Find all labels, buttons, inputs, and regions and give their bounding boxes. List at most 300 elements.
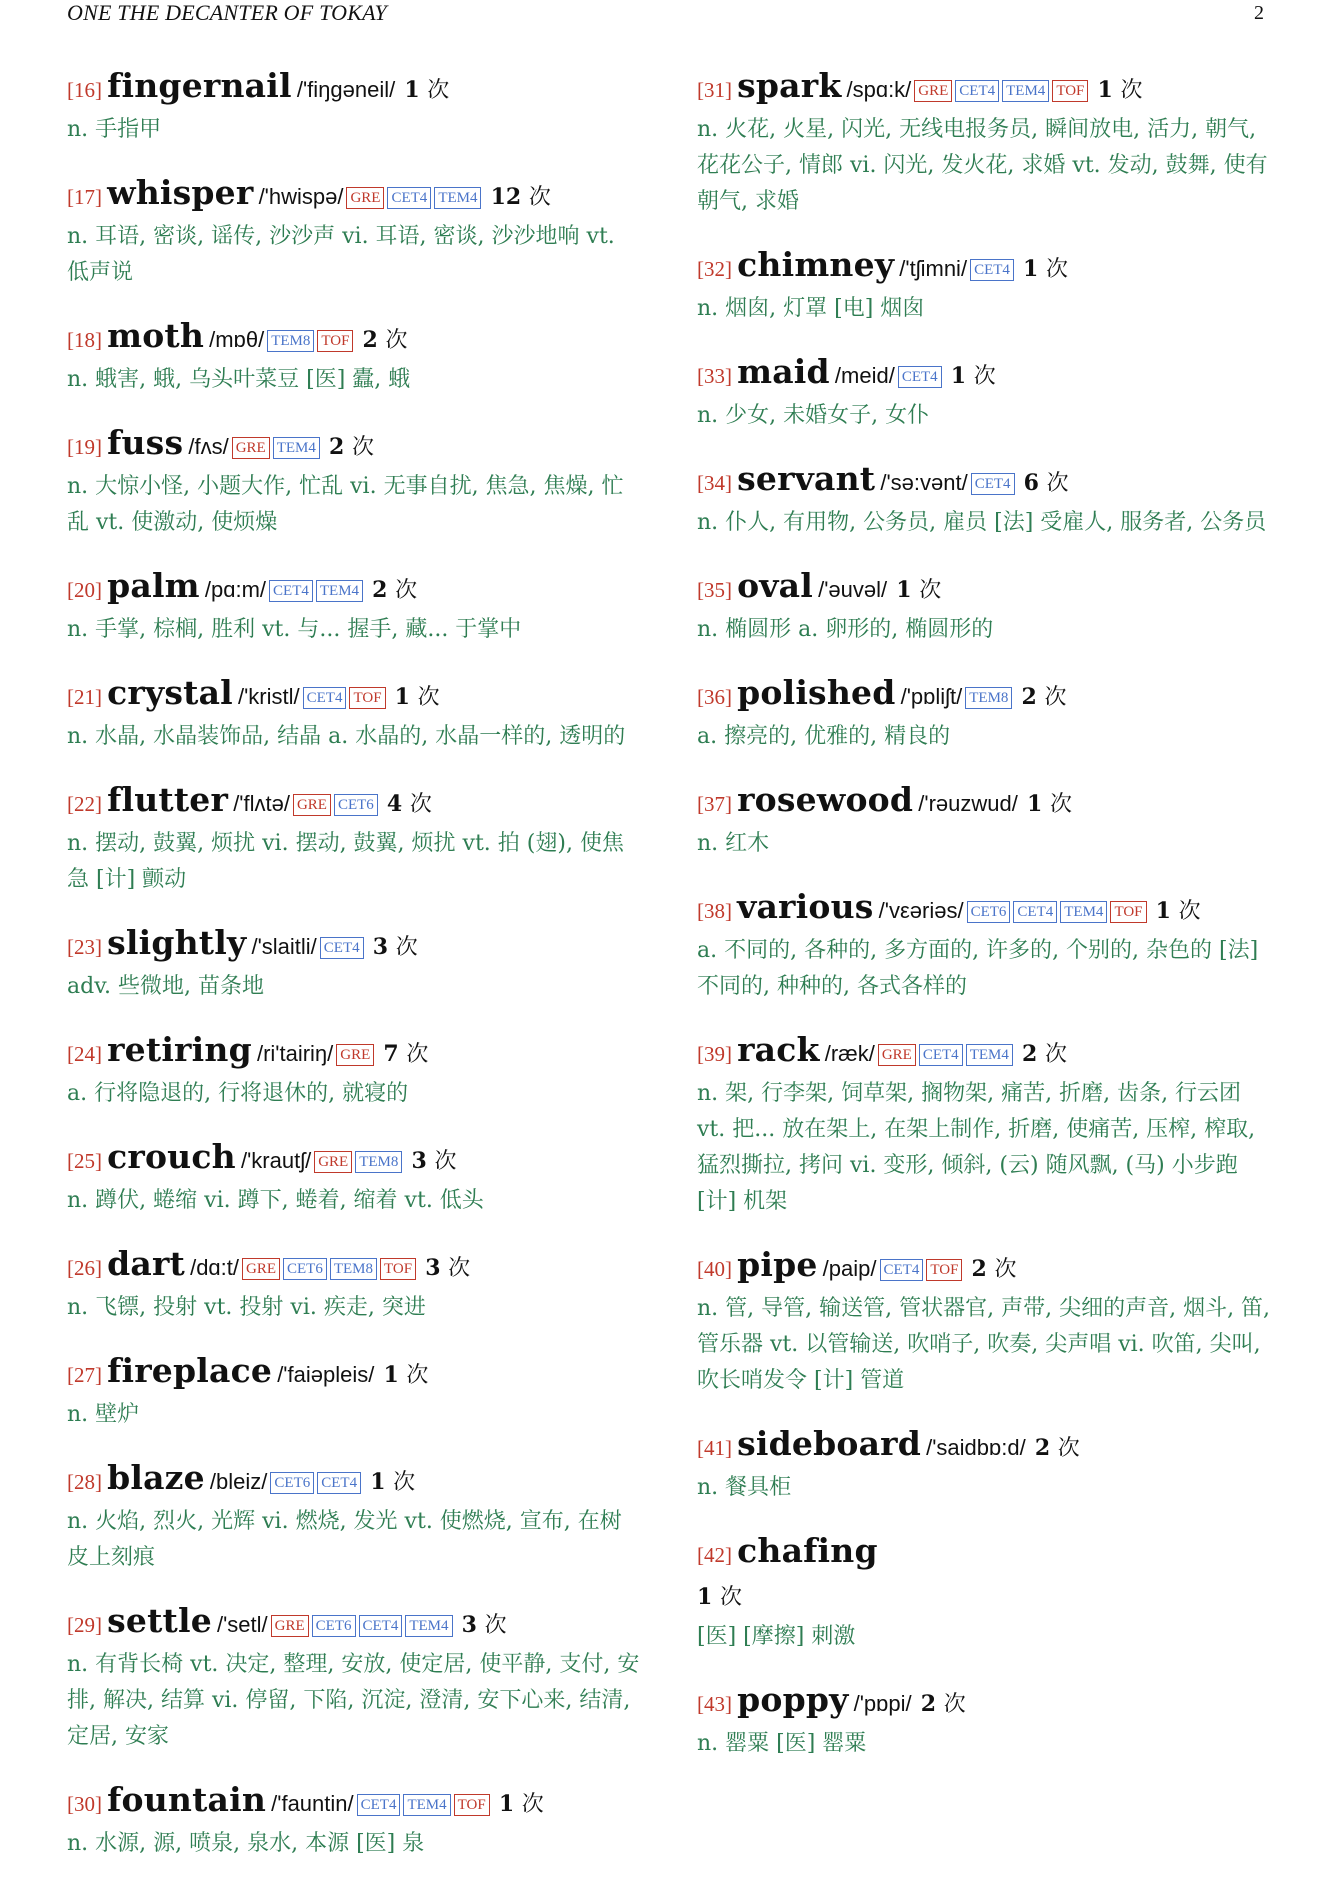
- phonetic: /ræk/: [824, 1041, 875, 1066]
- entry-headline: [67, 316, 641, 362]
- count-number: 3: [411, 1148, 427, 1174]
- headword: retiring: [107, 1030, 252, 1069]
- count-unit: 次: [994, 1257, 1017, 1282]
- count-number: 1: [370, 1469, 386, 1495]
- exam-tag: CET4: [919, 1044, 963, 1066]
- vocab-entry: [697, 1245, 1271, 1399]
- phonetic: /'flʌtə/: [233, 791, 290, 816]
- definition: n. 少女, 未婚女子, 女仆: [697, 403, 930, 428]
- headword: crouch: [107, 1137, 236, 1176]
- entry-index: [40]: [697, 1257, 732, 1281]
- entry-index: [17]: [67, 185, 102, 209]
- entry-index: [33]: [697, 364, 732, 388]
- phonetic: /dɑ:t/: [190, 1255, 239, 1280]
- entry-index: [20]: [67, 578, 102, 602]
- phonetic: /pɑ:m/: [204, 577, 267, 602]
- exam-tag: TOF: [926, 1259, 962, 1281]
- entry-index: [31]: [697, 78, 732, 102]
- definition: n. 大惊小怪, 小题大作, 忙乱 vi. 无事自扰, 焦急, 焦燥, 忙乱 vt. 使激动, 使烦燥: [67, 474, 624, 535]
- occurrence-count: [1035, 1435, 1080, 1461]
- vocab-entry: [697, 887, 1271, 1005]
- count-number: 1: [896, 577, 912, 603]
- entry-headline: [697, 887, 1271, 933]
- entry-index: [25]: [67, 1149, 102, 1173]
- vocab-entry: [67, 673, 641, 755]
- entry-index: [23]: [67, 935, 102, 959]
- vocab-entry: [67, 1244, 641, 1326]
- exam-tag: CET4: [303, 687, 347, 709]
- headword: fuss: [107, 423, 184, 462]
- occurrence-count: [329, 434, 374, 460]
- exam-tag: CET4: [269, 580, 313, 602]
- count-number: 1: [404, 77, 420, 103]
- exam-tag: TOF: [380, 1258, 416, 1280]
- exam-tag: CET6: [967, 901, 1011, 923]
- occurrence-count: [387, 791, 432, 817]
- count-number: 2: [362, 327, 378, 353]
- phonetic: /'saidbɒ:d/: [926, 1435, 1026, 1460]
- entry-headline: [697, 1531, 1271, 1577]
- exam-tag: GRE: [232, 437, 270, 459]
- headword: rosewood: [737, 780, 914, 819]
- entry-index: [41]: [697, 1436, 732, 1460]
- exam-tag: TEM4: [1060, 901, 1107, 923]
- vocab-entry: [697, 1030, 1271, 1220]
- occurrence-count: [1022, 684, 1067, 710]
- vocab-entry: [67, 1780, 641, 1862]
- count-unit: 次: [973, 364, 996, 389]
- definition: a. 行将隐退的, 行将退休的, 就寝的: [67, 1081, 409, 1106]
- count-number: 1: [1155, 898, 1171, 924]
- definition: n. 蛾害, 蛾, 乌头叶菜豆 [医] 蠹, 蛾: [67, 367, 411, 392]
- count-number: 2: [1021, 684, 1037, 710]
- occurrence-count: [951, 363, 996, 389]
- entry-headline: [67, 1458, 641, 1504]
- count-number: 1: [383, 1362, 399, 1388]
- exam-tag: CET4: [1013, 901, 1057, 923]
- count-number: 1: [950, 363, 967, 389]
- entry-index: [19]: [67, 435, 102, 459]
- phonetic: /'sə:vənt/: [880, 470, 968, 495]
- exam-tag: TEM4: [316, 580, 363, 602]
- definition: n. 水源, 源, 喷泉, 泉水, 本源 [医] 泉: [67, 1831, 425, 1856]
- exam-tag: TEM4: [273, 437, 320, 459]
- occurrence-count: [491, 184, 551, 210]
- vocab-entry: [67, 1351, 641, 1433]
- definition: n. 罂粟 [医] 罂粟: [697, 1731, 867, 1756]
- entry-index: [32]: [697, 257, 732, 281]
- exam-tag: TEM8: [330, 1258, 377, 1280]
- entry-headline: [697, 673, 1271, 719]
- occurrence-count: [370, 1469, 415, 1495]
- exam-tag: CET4: [387, 187, 431, 209]
- count-unit: 次: [393, 1470, 416, 1495]
- exam-tag: TEM8: [267, 330, 314, 352]
- phonetic: /ri'tairiŋ/: [256, 1041, 334, 1066]
- count-unit: 次: [719, 1585, 742, 1610]
- phonetic: /fʌs/: [188, 434, 229, 459]
- entry-headline: [697, 245, 1271, 291]
- count-unit: 次: [528, 185, 551, 210]
- vocab-entry: [697, 1680, 1271, 1762]
- occurrence-count: [896, 577, 941, 603]
- entry-headline: [697, 1030, 1271, 1076]
- occurrence-count: [1023, 256, 1068, 282]
- vocab-entry: [697, 245, 1271, 327]
- count-unit: 次: [406, 1042, 429, 1067]
- phonetic: /'fauntin/: [271, 1791, 354, 1816]
- count-number: 7: [383, 1041, 399, 1067]
- exam-tag: TEM8: [965, 687, 1012, 709]
- vocab-entry: [67, 923, 641, 1005]
- occurrence-count: [383, 1362, 428, 1388]
- phonetic: /bleiz/: [209, 1469, 268, 1494]
- exam-tag: GRE: [914, 80, 952, 102]
- definition: n. 架, 行李架, 饲草架, 搁物架, 痛苦, 折磨, 齿条, 行云团 vt. 把... 放在架上, 在架上制作, 折磨, 使痛苦, 压榨, 榨取, 猛烈撕拉, 拷问 vi. 变形, 倾斜, (云) 随风飘, (马) 小步跑 [计] 机架: [697, 1081, 1256, 1214]
- vocab-entry: [67, 66, 641, 148]
- entry-index: [36]: [697, 685, 732, 709]
- entry-index: [37]: [697, 792, 732, 816]
- entry-index: [26]: [67, 1256, 102, 1280]
- count-unit: 次: [448, 1256, 471, 1281]
- definition: n. 仆人, 有用物, 公务员, 雇员 [法] 受雇人, 服务者, 公务员: [697, 510, 1267, 535]
- vocab-entry: [697, 1424, 1271, 1506]
- vocab-entry: [697, 352, 1271, 434]
- count-number: 2: [920, 1691, 937, 1717]
- headword: blaze: [107, 1458, 205, 1497]
- definition: n. 有背长椅 vt. 决定, 整理, 安放, 使定居, 使平静, 支付, 安排, 解决, 结算 vi. 停留, 下陷, 沉淀, 澄清, 安下心来, 结清, 定居, 安家: [67, 1652, 640, 1749]
- headword: fireplace: [107, 1351, 273, 1390]
- definition: n. 红木: [697, 831, 770, 856]
- exam-tag: TEM4: [403, 1794, 450, 1816]
- occurrence-count: [363, 327, 408, 353]
- entry-headline: [697, 566, 1271, 612]
- count-unit: 次: [395, 578, 418, 603]
- exam-tag: GRE: [293, 794, 331, 816]
- exam-tag: CET4: [898, 366, 942, 388]
- exam-tag: CET6: [334, 794, 378, 816]
- occurrence-count: [697, 1584, 742, 1610]
- count-number: 1: [1023, 256, 1039, 282]
- count-number: 3: [372, 934, 389, 960]
- headword: moth: [107, 316, 205, 355]
- count-unit: 次: [1120, 78, 1143, 103]
- count-number: 1: [1026, 791, 1043, 817]
- entry-headline: [67, 1030, 641, 1076]
- entry-index: [42]: [697, 1543, 732, 1567]
- exam-tag: TOF: [1052, 80, 1088, 102]
- count-unit: 次: [1045, 257, 1068, 282]
- occurrence-count: [972, 1256, 1017, 1282]
- phonetic: /'krautʃ/: [240, 1148, 312, 1173]
- count-number: 1: [498, 1791, 515, 1817]
- phonetic: /'faiəpleis/: [277, 1362, 375, 1387]
- vocab-entry: [697, 673, 1271, 755]
- exam-tag: GRE: [242, 1258, 280, 1280]
- definition: adv. 些微地, 苗条地: [67, 974, 264, 999]
- count-number: 2: [1034, 1435, 1051, 1461]
- definition: n. 火焰, 烈火, 光辉 vi. 燃烧, 发光 vt. 使燃烧, 宣布, 在树皮上刻痕: [67, 1509, 622, 1570]
- occurrence-count: [383, 1041, 428, 1067]
- count-number: 1: [697, 1584, 713, 1610]
- count-unit: 次: [1057, 1436, 1080, 1461]
- entry-headline: [67, 1601, 641, 1647]
- headword: whisper: [107, 173, 254, 212]
- vocab-entry: [67, 173, 641, 291]
- definition: n. 壁炉: [67, 1402, 140, 1427]
- count-number: 2: [1021, 1041, 1038, 1067]
- count-unit: 次: [351, 435, 374, 460]
- phonetic: /'pɒliʃt/: [900, 684, 963, 709]
- exam-tag: GRE: [878, 1044, 916, 1066]
- count-number: 2: [372, 577, 388, 603]
- headword: maid: [737, 352, 830, 391]
- entry-headline: [67, 66, 641, 112]
- count-number: 1: [1097, 77, 1113, 103]
- left-column: [67, 66, 641, 1887]
- vocab-entry: [67, 1030, 641, 1112]
- count-unit: 次: [1046, 471, 1069, 496]
- vocab-entry: [697, 780, 1271, 862]
- vocab-entry: [697, 566, 1271, 648]
- definition: a. 擦亮的, 优雅的, 精良的: [697, 724, 951, 749]
- occurrence-count: [921, 1691, 966, 1717]
- headword: settle: [107, 1601, 212, 1640]
- exam-tag: CET4: [970, 259, 1014, 281]
- count-number: 2: [328, 434, 345, 460]
- exam-tag: TEM4: [434, 187, 481, 209]
- phonetic: /'tʃimni/: [899, 256, 968, 281]
- exam-tag: CET4: [971, 473, 1015, 495]
- count-unit: 次: [1178, 899, 1201, 924]
- headword: rack: [737, 1030, 820, 1069]
- headword: fountain: [107, 1780, 267, 1819]
- definition: n. 飞镖, 投射 vt. 投射 vi. 疾走, 突进: [67, 1295, 426, 1320]
- headword: servant: [737, 459, 876, 498]
- count-unit: 次: [484, 1613, 507, 1638]
- entry-index: [39]: [697, 1042, 732, 1066]
- count-line: [697, 1577, 1271, 1619]
- phonetic: /'pɒpi/: [853, 1691, 912, 1716]
- entry-index: [27]: [67, 1363, 102, 1387]
- exam-tag: TOF: [317, 330, 353, 352]
- headword: chimney: [737, 245, 895, 284]
- exam-tag: CET6: [312, 1615, 356, 1637]
- count-unit: 次: [1044, 1042, 1067, 1067]
- phonetic: /'kristl/: [237, 684, 300, 709]
- headword: dart: [107, 1244, 185, 1283]
- exam-tag: TEM8: [355, 1151, 402, 1173]
- occurrence-count: [499, 1791, 544, 1817]
- entry-headline: [697, 1424, 1271, 1470]
- count-unit: 次: [943, 1692, 966, 1717]
- phonetic: /'əuvəl/: [818, 577, 888, 602]
- exam-tag: TOF: [1110, 901, 1146, 923]
- occurrence-count: [462, 1612, 507, 1638]
- entry-index: [28]: [67, 1470, 102, 1494]
- count-unit: 次: [417, 685, 440, 710]
- headword: various: [737, 887, 874, 926]
- exam-tag: GRE: [346, 187, 384, 209]
- exam-tag: GRE: [336, 1044, 374, 1066]
- entry-headline: [67, 1137, 641, 1183]
- occurrence-count: [1024, 470, 1069, 496]
- occurrence-count: [373, 934, 418, 960]
- definition: a. 不同的, 各种的, 多方面的, 许多的, 个别的, 杂色的 [法] 不同的, 种种的, 各式各样的: [697, 938, 1259, 999]
- exam-tag: CET4: [359, 1615, 403, 1637]
- phonetic: /meid/: [834, 363, 895, 388]
- entry-headline: [67, 1780, 641, 1826]
- vocab-entry: [697, 66, 1271, 220]
- count-unit: 次: [385, 328, 408, 353]
- definition: n. 手指甲: [67, 117, 162, 142]
- phonetic: /paip/: [822, 1256, 877, 1281]
- headword: pipe: [737, 1245, 818, 1284]
- exam-tag: GRE: [314, 1151, 352, 1173]
- count-unit: 次: [1044, 685, 1067, 710]
- exam-tag: CET4: [317, 1472, 361, 1494]
- entry-headline: [67, 923, 641, 969]
- entry-index: [22]: [67, 792, 102, 816]
- vocab-entry: [67, 780, 641, 898]
- entry-index: [30]: [67, 1792, 102, 1816]
- occurrence-count: [425, 1255, 470, 1281]
- count-number: 6: [1023, 470, 1039, 496]
- headword: chafing: [737, 1531, 878, 1570]
- count-number: 4: [386, 791, 403, 817]
- count-unit: 次: [521, 1792, 544, 1817]
- vocab-entry: [697, 459, 1271, 541]
- count-number: 1: [394, 684, 410, 710]
- vocab-entry: [67, 316, 641, 398]
- definition: n. 手掌, 棕榈, 胜利 vt. 与... 握手, 藏... 于掌中: [67, 617, 522, 642]
- count-unit: 次: [434, 1149, 457, 1174]
- exam-tag: GRE: [271, 1615, 309, 1637]
- count-unit: 次: [427, 78, 450, 103]
- entry-index: [35]: [697, 578, 732, 602]
- occurrence-count: [404, 77, 449, 103]
- count-number: 2: [971, 1256, 987, 1282]
- occurrence-count: [1156, 898, 1201, 924]
- count-unit: 次: [395, 935, 418, 960]
- entry-index: [21]: [67, 685, 102, 709]
- headword: polished: [737, 673, 896, 712]
- page-number: 2: [1254, 2, 1264, 24]
- exam-tag: CET6: [270, 1472, 314, 1494]
- entry-headline: [67, 1351, 641, 1397]
- headword: spark: [737, 66, 842, 105]
- entry-headline: [697, 1245, 1271, 1291]
- entry-headline: [67, 780, 641, 826]
- phonetic: /'rəuzwud/: [918, 791, 1018, 816]
- entry-headline: [67, 1244, 641, 1290]
- entry-headline: [67, 173, 641, 219]
- count-unit: 次: [919, 578, 942, 603]
- count-unit: 次: [409, 792, 432, 817]
- exam-tag: TOF: [454, 1794, 490, 1816]
- definition: n. 水晶, 水晶装饰品, 结晶 a. 水晶的, 水晶一样的, 透明的: [67, 724, 626, 749]
- headword: fingernail: [107, 66, 292, 105]
- definition: [医] [摩擦] 刺激: [697, 1624, 856, 1649]
- entry-headline: [697, 459, 1271, 505]
- count-unit: 次: [406, 1363, 429, 1388]
- occurrence-count: [411, 1148, 456, 1174]
- phonetic: /spɑ:k/: [846, 77, 912, 102]
- vocab-entry: [67, 423, 641, 541]
- entry-index: [16]: [67, 78, 102, 102]
- entry-index: [29]: [67, 1613, 102, 1637]
- exam-tag: TEM4: [966, 1044, 1013, 1066]
- occurrence-count: [1097, 77, 1142, 103]
- count-number: 3: [461, 1612, 477, 1638]
- exam-tag: CET6: [283, 1258, 327, 1280]
- definition: n. 摆动, 鼓翼, 烦扰 vi. 摆动, 鼓翼, 烦扰 vt. 拍 (翅), 使焦急 [计] 颤动: [67, 831, 624, 892]
- exam-tag: CET4: [357, 1794, 401, 1816]
- entry-index: [34]: [697, 471, 732, 495]
- occurrence-count: [1022, 1041, 1067, 1067]
- phonetic: /'vεəriəs/: [878, 898, 964, 923]
- entry-headline: [697, 352, 1271, 398]
- phonetic: /'hwispə/: [258, 184, 344, 209]
- vocab-entry: [67, 1601, 641, 1755]
- entry-headline: [67, 673, 641, 719]
- occurrence-count: [372, 577, 417, 603]
- headword: oval: [737, 566, 813, 605]
- occurrence-count: [1027, 791, 1072, 817]
- headword: crystal: [107, 673, 233, 712]
- vocab-entry: [67, 1458, 641, 1576]
- entry-headline: [697, 66, 1271, 112]
- phonetic: /'setl/: [216, 1612, 268, 1637]
- entry-index: [18]: [67, 328, 102, 352]
- phonetic: /'slaitli/: [251, 934, 317, 959]
- entry-index: [24]: [67, 1042, 102, 1066]
- definition: n. 火花, 火星, 闪光, 无线电报务员, 瞬间放电, 活力, 朝气, 花花公子, 情郎 vi. 闪光, 发火花, 求婚 vt. 发动, 鼓舞, 使有朝气, 求婚: [697, 117, 1268, 214]
- definition: n. 蹲伏, 蜷缩 vi. 蹲下, 蜷着, 缩着 vt. 低头: [67, 1188, 484, 1213]
- exam-tag: CET4: [320, 937, 364, 959]
- definition: n. 管, 导管, 输送管, 管状器官, 声带, 尖细的声音, 烟斗, 笛, 管乐器 vt. 以管输送, 吹哨子, 吹奏, 尖声唱 vi. 吹笛, 尖叫, 吹长哨发令 [计] 管道: [697, 1296, 1271, 1393]
- headword: slightly: [107, 923, 247, 962]
- headword: palm: [107, 566, 200, 605]
- entry-headline: [697, 780, 1271, 826]
- phonetic: /mɒθ/: [209, 327, 265, 352]
- exam-tag: CET4: [880, 1259, 924, 1281]
- running-header: ONE THE DECANTER OF TOKAY: [67, 0, 387, 25]
- entry-headline: [67, 423, 641, 469]
- right-column: [697, 66, 1271, 1787]
- vocab-entry: [67, 1137, 641, 1219]
- exam-tag: TEM4: [1002, 80, 1049, 102]
- exam-tag: TEM4: [405, 1615, 452, 1637]
- count-number: 3: [425, 1255, 441, 1281]
- entry-headline: [697, 1680, 1271, 1726]
- vocab-entry: [67, 566, 641, 648]
- entry-headline: [67, 566, 641, 612]
- headword: flutter: [107, 780, 229, 819]
- headword: sideboard: [737, 1424, 922, 1463]
- headword: poppy: [737, 1680, 849, 1719]
- definition: n. 餐具柜: [697, 1475, 792, 1500]
- count-number: 12: [490, 184, 522, 210]
- count-unit: 次: [1049, 792, 1072, 817]
- definition: n. 烟囱, 灯罩 [电] 烟囱: [697, 296, 925, 321]
- definition: n. 耳语, 密谈, 谣传, 沙沙声 vi. 耳语, 密谈, 沙沙地响 vt. 低声说: [67, 224, 615, 285]
- entry-index: [43]: [697, 1692, 732, 1716]
- phonetic: /'fiŋgəneil/: [296, 77, 396, 102]
- occurrence-count: [395, 684, 440, 710]
- exam-tag: TOF: [349, 687, 385, 709]
- definition: n. 椭圆形 a. 卵形的, 椭圆形的: [697, 617, 994, 642]
